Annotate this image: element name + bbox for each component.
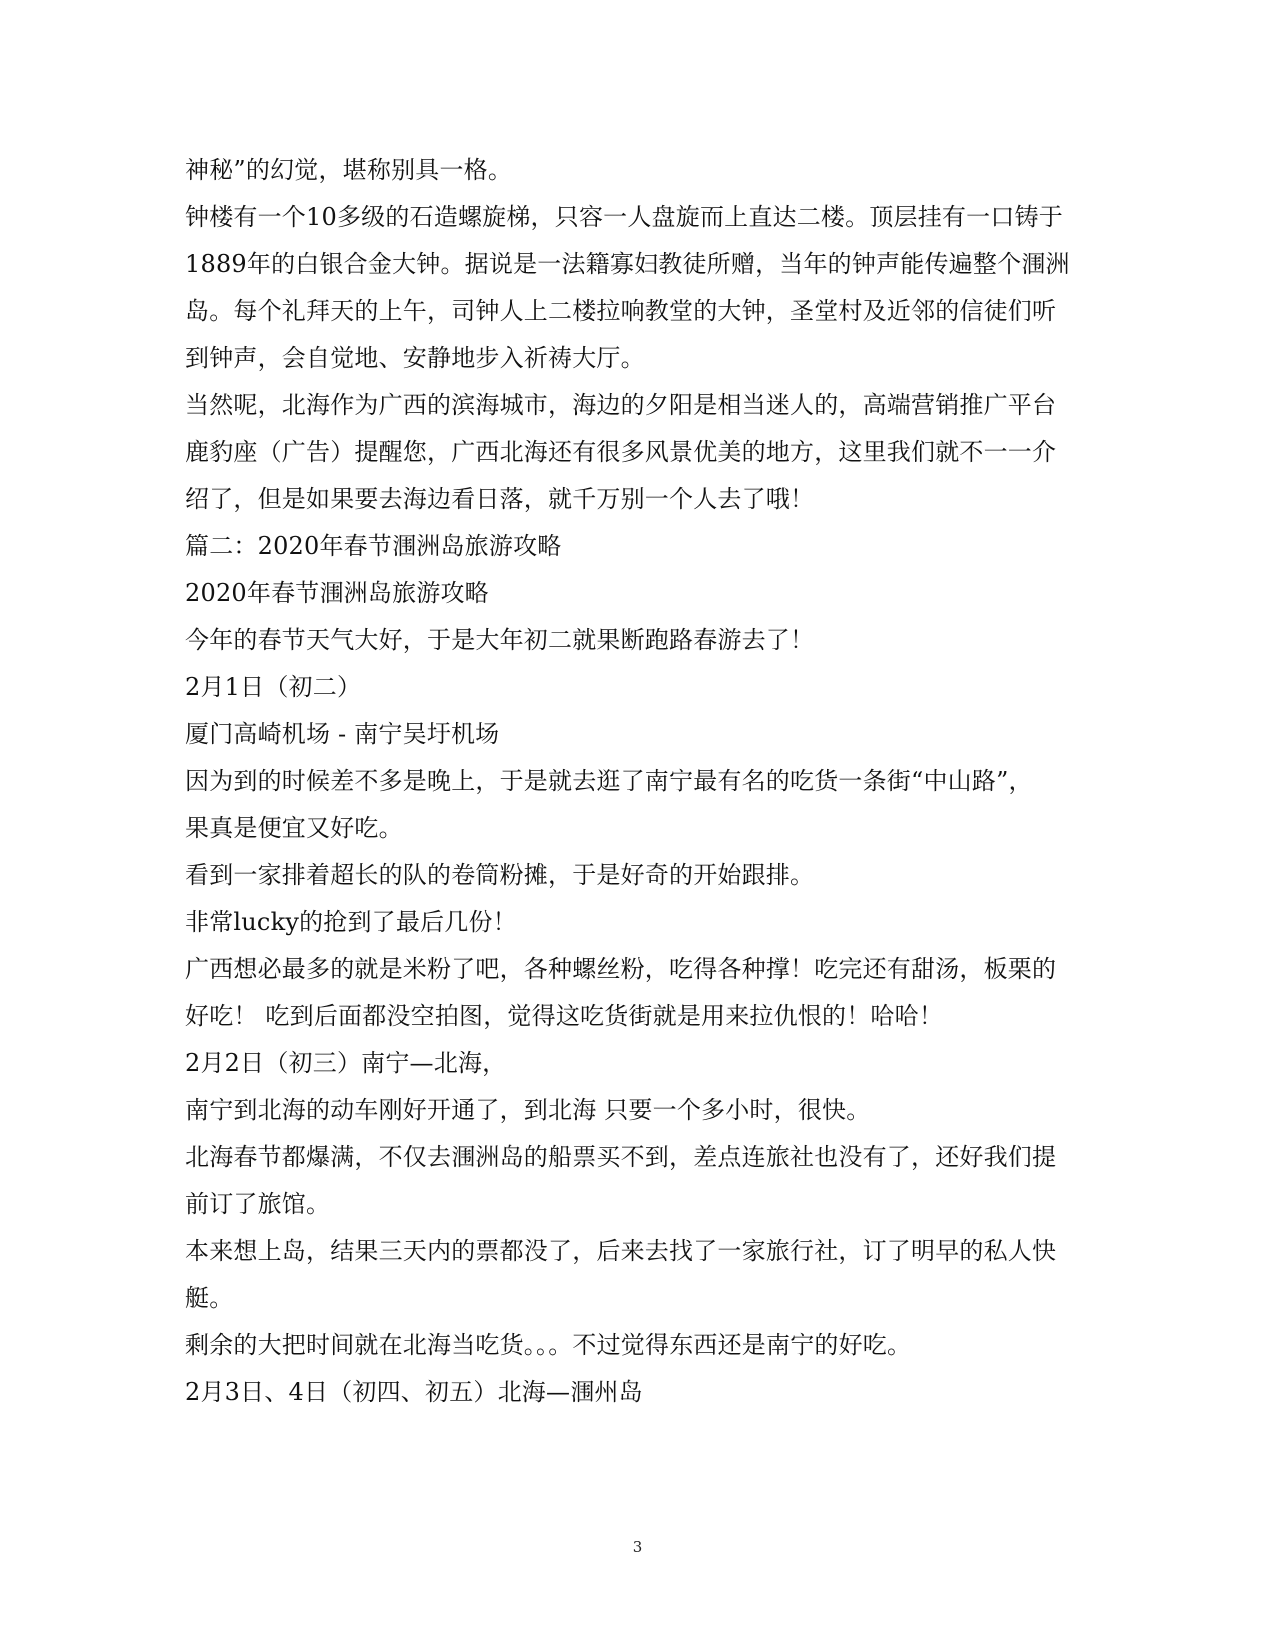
text-line: 北海春节都爆满，不仅去涠洲岛的船票买不到，差点连旅社也没有了，还好我们提	[185, 1143, 1057, 1171]
text-line: 南宁到北海的动车刚好开通了，到北海 只要一个多小时，很快。	[185, 1096, 871, 1124]
text-line: 艇。	[185, 1284, 234, 1312]
section-heading: 篇二：2020年春节涠洲岛旅游攻略	[185, 532, 562, 560]
date-heading: 2月2日（初三）南宁—北海，	[185, 1049, 507, 1077]
text-line: 1889年的白银合金大钟。据说是一法籍寡妇教徒所赠，当年的钟声能传遍整个涠洲	[185, 250, 1070, 278]
text-line: 广西想必最多的就是米粉了吧，各种螺丝粉，吃得各种撑！吃完还有甜汤，板栗的	[185, 955, 1057, 983]
date-heading: 2月1日（初二）	[185, 673, 362, 701]
text-line: 鹿豹座（广告）提醒您，广西北海还有很多风景优美的地方，这里我们就不一一介	[185, 438, 1057, 466]
text-line: 当然呢，北海作为广西的滨海城市，海边的夕阳是相当迷人的，高端营销推广平台	[185, 391, 1057, 419]
text-line: 果真是便宜又好吃。	[185, 814, 403, 842]
text-line: 今年的春节天气大好，于是大年初二就果断跑路春游去了！	[185, 626, 815, 654]
date-heading: 2月3日、4日（初四、初五）北海—涠州岛	[185, 1378, 643, 1406]
text-line: 剩余的大把时间就在北海当吃货。。。不过觉得东西还是南宁的好吃。	[185, 1331, 912, 1359]
text-line: 到钟声，会自觉地、安静地步入祈祷大厅。	[185, 344, 645, 372]
text-line: 本来想上岛，结果三天内的票都没了，后来去找了一家旅行社，订了明早的私人快	[185, 1237, 1057, 1265]
route-line: 厦门高崎机场 - 南宁吴圩机场	[185, 720, 500, 748]
text-line: 钟楼有一个10多级的石造螺旋梯，只容一人盘旋而上直达二楼。顶层挂有一口铸于	[185, 203, 1063, 231]
text-line: 绍了，但是如果要去海边看日落，就千万别一个人去了哦！	[185, 485, 815, 513]
text-line: 看到一家排着超长的队的卷筒粉摊，于是好奇的开始跟排。	[185, 861, 815, 889]
article-title: 2020年春节涠洲岛旅游攻略	[185, 579, 489, 607]
page-number: 3	[632, 1538, 643, 1556]
text-line: 因为到的时候差不多是晚上，于是就去逛了南宁最有名的吃货一条街“中山路”，	[185, 767, 1033, 795]
text-line: 好吃！ 吃到后面都没空拍图，觉得这吃货街就是用来拉仇恨的！哈哈！	[185, 1002, 944, 1030]
text-line: 前订了旅馆。	[185, 1190, 331, 1218]
text-line: 非常lucky的抢到了最后几份！	[185, 908, 517, 936]
text-line: 神秘”的幻觉，堪称别具一格。	[185, 156, 513, 184]
text-line: 岛。每个礼拜天的上午，司钟人上二楼拉响教堂的大钟，圣堂村及近邻的信徒们听	[185, 297, 1057, 325]
